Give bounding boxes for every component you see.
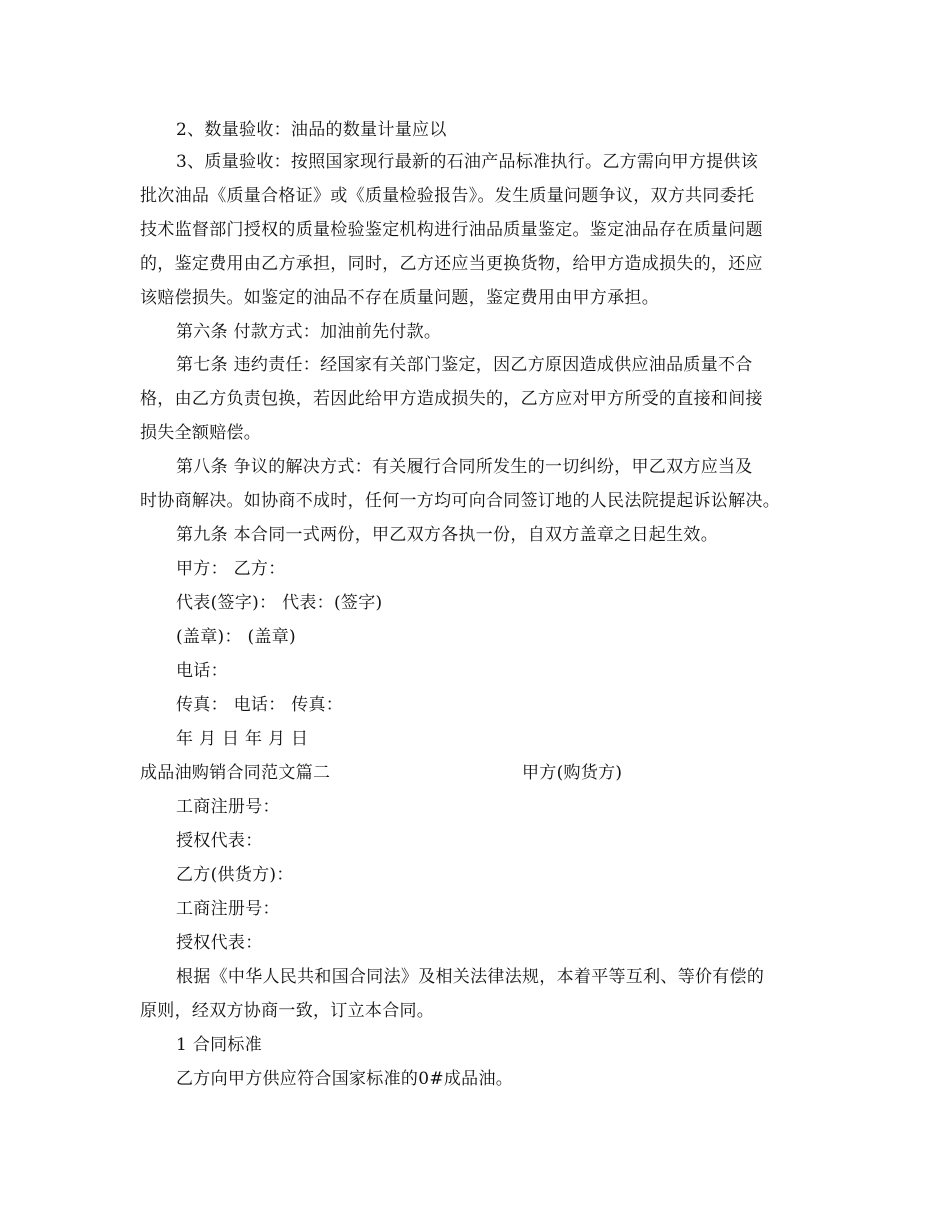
signature-line: 电话： <box>176 661 228 681</box>
paragraph-line: 格，由乙方负责包换，若因此给甲方造成损失的，乙方应对甲方所受的直接和间接 <box>140 389 763 409</box>
paragraph-line: 批次油品《质量合格证》或《质量检验报告》。发生质量问题争议，双方共同委托 <box>140 186 755 206</box>
paragraph-line: 时协商解决。如协商不成时，任何一方均可向合同签订地的人民法院提起诉讼解决。 <box>140 491 781 511</box>
signature-line: 传真： 电话： 传真： <box>176 695 344 715</box>
section-heading-line <box>140 761 623 785</box>
paragraph-line: 根据《中华人民共和国合同法》及相关法律法规，本着平等互利、等价有偿的 <box>176 967 765 987</box>
paragraph-line: 第九条 本合同一式两份，甲乙双方各执一份，自双方盖章之日起生效。 <box>176 525 719 545</box>
paragraph-line: 2、数量验收：油品的数量计量应以 <box>176 120 447 140</box>
party-a-label: 甲方(购货方) <box>522 763 623 783</box>
paragraph-line: 工商注册号： <box>176 899 280 919</box>
paragraph-line: 的，鉴定费用由乙方承担，同时，乙方还应当更换货物，给甲方造成损失的，还应 <box>140 254 763 274</box>
paragraph-line: 该赔偿损失。如鉴定的油品不存在质量问题，鉴定费用由甲方承担。 <box>140 288 659 308</box>
paragraph-line: 授权代表： <box>176 831 263 851</box>
paragraph-line: 乙方(供货方)： <box>176 865 294 885</box>
paragraph-line: 损失全额赔偿。 <box>140 423 262 443</box>
signature-line: (盖章)： (盖章) <box>176 627 296 647</box>
paragraph-line: 第七条 违约责任：经国家有关部门鉴定，因乙方原因造成供应油品质量不合 <box>176 355 753 375</box>
paragraph-line: 授权代表： <box>176 933 263 953</box>
date-line: 年 月 日 年 月 日 <box>176 729 309 749</box>
signature-line: 甲方： 乙方： <box>176 559 286 579</box>
paragraph-line: 原则，经双方协商一致，订立本合同。 <box>140 1001 435 1021</box>
paragraph-line: 工商注册号： <box>176 797 280 817</box>
clause-heading: 1 合同标准 <box>176 1035 263 1055</box>
paragraph-line: 3、质量验收：按照国家现行最新的石油产品标准执行。乙方需向甲方提供该 <box>176 152 759 172</box>
signature-line: 代表(签字)： 代表：(签字) <box>176 593 383 613</box>
section-heading: 成品油购销合同范文篇二 <box>140 763 331 783</box>
paragraph-line: 第八条 争议的解决方式：有关履行合同所发生的一切纠纷，甲乙双方应当及 <box>176 457 753 477</box>
paragraph-line: 第六条 付款方式：加油前先付款。 <box>176 322 442 342</box>
paragraph-line: 技术监督部门授权的质量检验鉴定机构进行油品质量鉴定。鉴定油品存在质量问题 <box>140 220 763 240</box>
paragraph-line: 乙方向甲方供应符合国家标准的0#成品油。 <box>176 1069 514 1089</box>
